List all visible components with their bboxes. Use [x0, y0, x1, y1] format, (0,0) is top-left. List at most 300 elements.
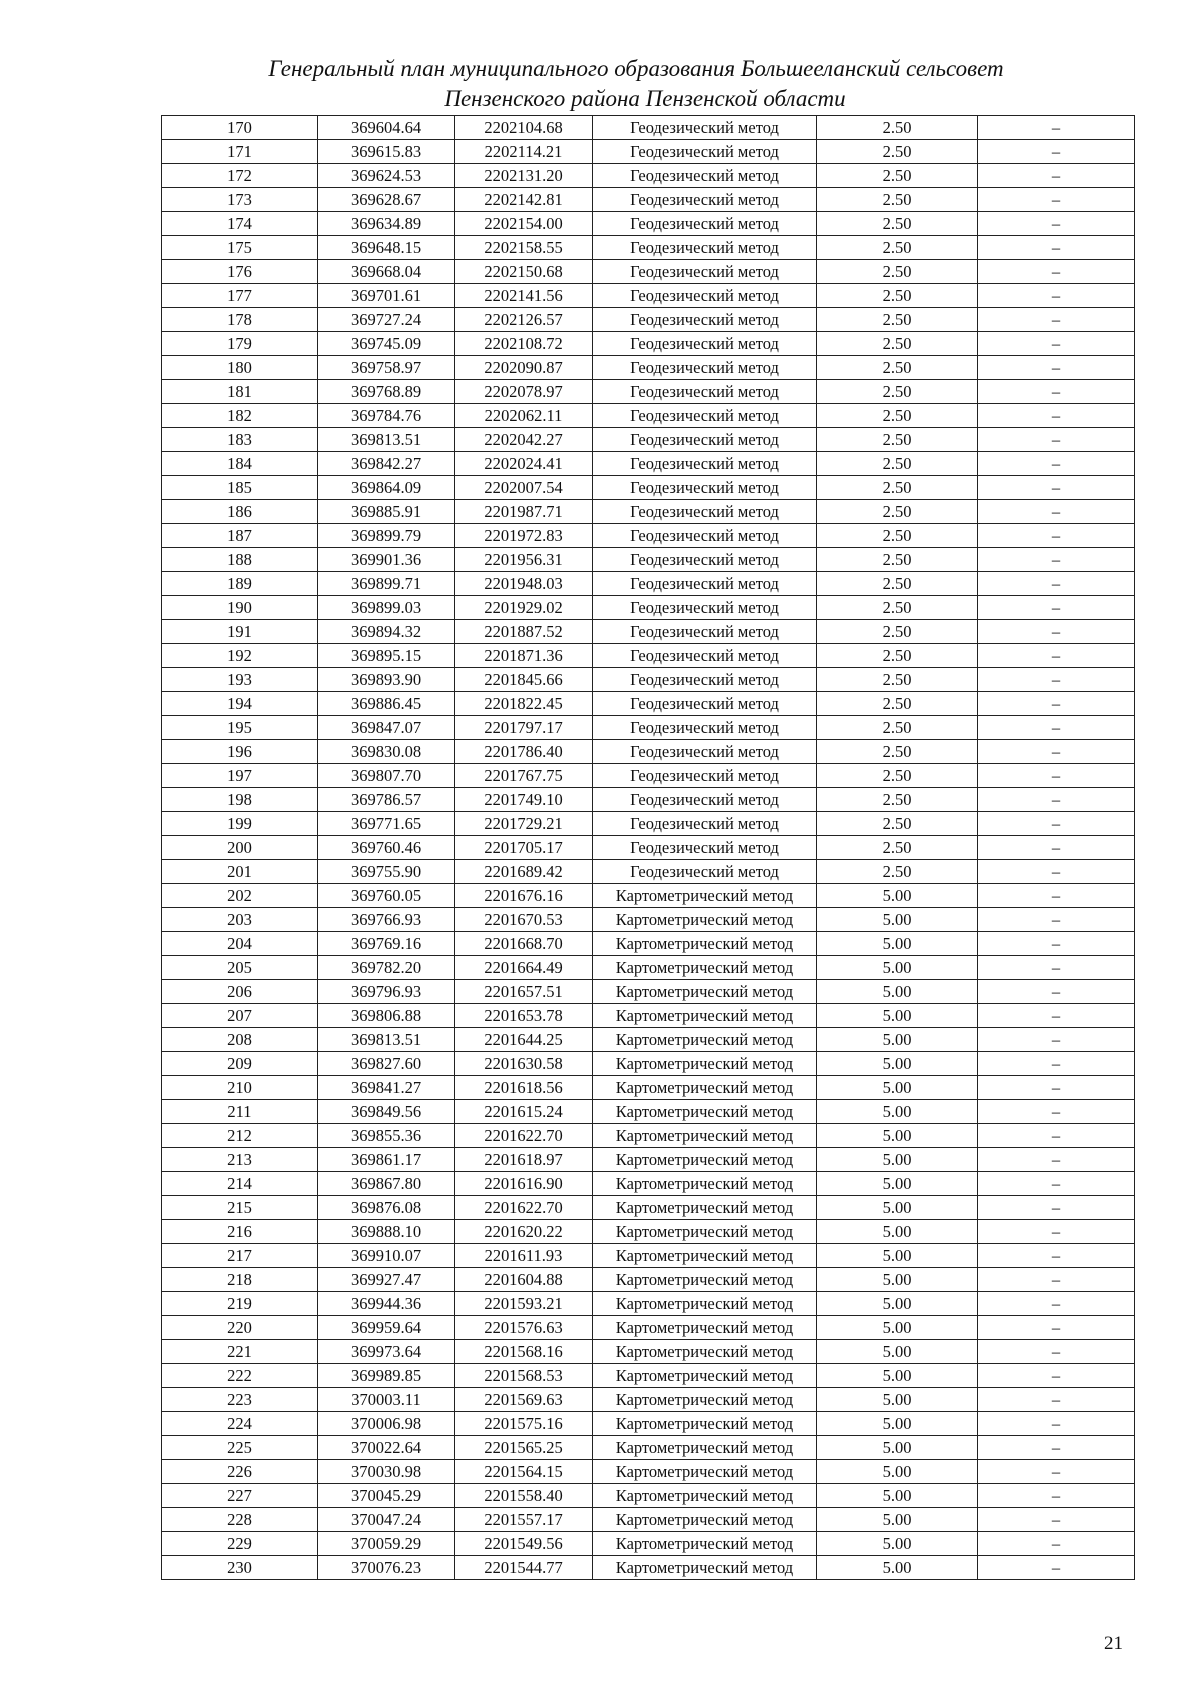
- y-coordinate-cell: 2201657.51: [455, 980, 593, 1004]
- accuracy-cell: 5.00: [817, 1268, 978, 1292]
- point-number-cell: 172: [162, 164, 318, 188]
- description-cell: –: [978, 1052, 1135, 1076]
- point-number-cell: 229: [162, 1532, 318, 1556]
- table-row: [162, 1316, 1135, 1340]
- point-number-cell: 227: [162, 1484, 318, 1508]
- method-cell: Картометрический метод: [593, 1436, 817, 1460]
- description-cell: –: [978, 476, 1135, 500]
- x-coordinate-cell: 369786.57: [318, 788, 455, 812]
- y-coordinate-cell: 2201767.75: [455, 764, 593, 788]
- x-coordinate-cell: 369634.89: [318, 212, 455, 236]
- table-row: [162, 1340, 1135, 1364]
- accuracy-cell: 5.00: [817, 1316, 978, 1340]
- point-number-cell: 193: [162, 668, 318, 692]
- y-coordinate-cell: 2202024.41: [455, 452, 593, 476]
- accuracy-cell: 2.50: [817, 740, 978, 764]
- x-coordinate-cell: 369885.91: [318, 500, 455, 524]
- description-cell: –: [978, 1412, 1135, 1436]
- point-number-cell: 170: [162, 116, 318, 140]
- table-row: [162, 1460, 1135, 1484]
- point-number-cell: 219: [162, 1292, 318, 1316]
- x-coordinate-cell: 370006.98: [318, 1412, 455, 1436]
- x-coordinate-cell: 369782.20: [318, 956, 455, 980]
- accuracy-cell: 5.00: [817, 1028, 978, 1052]
- accuracy-cell: 2.50: [817, 236, 978, 260]
- y-coordinate-cell: 2201972.83: [455, 524, 593, 548]
- y-coordinate-cell: 2201705.17: [455, 836, 593, 860]
- x-coordinate-cell: 369628.67: [318, 188, 455, 212]
- table-row: [162, 1148, 1135, 1172]
- method-cell: Картометрический метод: [593, 1076, 817, 1100]
- x-coordinate-cell: 369901.36: [318, 548, 455, 572]
- point-number-cell: 184: [162, 452, 318, 476]
- method-cell: Картометрический метод: [593, 1484, 817, 1508]
- description-cell: –: [978, 1508, 1135, 1532]
- table-row: [162, 764, 1135, 788]
- x-coordinate-cell: 369944.36: [318, 1292, 455, 1316]
- method-cell: Геодезический метод: [593, 620, 817, 644]
- table-row: [162, 668, 1135, 692]
- point-number-cell: 198: [162, 788, 318, 812]
- method-cell: Геодезический метод: [593, 860, 817, 884]
- x-coordinate-cell: 370076.23: [318, 1556, 455, 1580]
- y-coordinate-cell: 2201557.17: [455, 1508, 593, 1532]
- description-cell: –: [978, 1124, 1135, 1148]
- accuracy-cell: 5.00: [817, 1292, 978, 1316]
- method-cell: Картометрический метод: [593, 1148, 817, 1172]
- description-cell: –: [978, 1148, 1135, 1172]
- description-cell: –: [978, 716, 1135, 740]
- method-cell: Картометрический метод: [593, 1316, 817, 1340]
- description-cell: –: [978, 764, 1135, 788]
- y-coordinate-cell: 2201822.45: [455, 692, 593, 716]
- table-row: [162, 212, 1135, 236]
- point-number-cell: 205: [162, 956, 318, 980]
- accuracy-cell: 2.50: [817, 836, 978, 860]
- point-number-cell: 195: [162, 716, 318, 740]
- point-number-cell: 191: [162, 620, 318, 644]
- table-row: [162, 1484, 1135, 1508]
- accuracy-cell: 2.50: [817, 140, 978, 164]
- point-number-cell: 228: [162, 1508, 318, 1532]
- description-cell: –: [978, 1220, 1135, 1244]
- point-number-cell: 223: [162, 1388, 318, 1412]
- description-cell: –: [978, 692, 1135, 716]
- x-coordinate-cell: 369910.07: [318, 1244, 455, 1268]
- y-coordinate-cell: 2202062.11: [455, 404, 593, 428]
- point-number-cell: 201: [162, 860, 318, 884]
- table-row: [162, 332, 1135, 356]
- table-row: [162, 644, 1135, 668]
- description-cell: –: [978, 1556, 1135, 1580]
- accuracy-cell: 2.50: [817, 692, 978, 716]
- y-coordinate-cell: 2201622.70: [455, 1196, 593, 1220]
- y-coordinate-cell: 2201845.66: [455, 668, 593, 692]
- method-cell: Геодезический метод: [593, 428, 817, 452]
- method-cell: Картометрический метод: [593, 1004, 817, 1028]
- y-coordinate-cell: 2201644.25: [455, 1028, 593, 1052]
- method-cell: Геодезический метод: [593, 644, 817, 668]
- x-coordinate-cell: 369745.09: [318, 332, 455, 356]
- description-cell: –: [978, 1436, 1135, 1460]
- table-row: [162, 812, 1135, 836]
- y-coordinate-cell: 2202141.56: [455, 284, 593, 308]
- method-cell: Геодезический метод: [593, 260, 817, 284]
- table-row: [162, 860, 1135, 884]
- description-cell: –: [978, 428, 1135, 452]
- accuracy-cell: 5.00: [817, 1556, 978, 1580]
- y-coordinate-cell: 2201618.56: [455, 1076, 593, 1100]
- x-coordinate-cell: 369841.27: [318, 1076, 455, 1100]
- description-cell: –: [978, 284, 1135, 308]
- accuracy-cell: 2.50: [817, 116, 978, 140]
- method-cell: Геодезический метод: [593, 332, 817, 356]
- description-cell: –: [978, 1172, 1135, 1196]
- table-row: [162, 260, 1135, 284]
- description-cell: –: [978, 908, 1135, 932]
- description-cell: –: [978, 1028, 1135, 1052]
- description-cell: –: [978, 860, 1135, 884]
- y-coordinate-cell: 2201593.21: [455, 1292, 593, 1316]
- y-coordinate-cell: 2201729.21: [455, 812, 593, 836]
- x-coordinate-cell: 369899.79: [318, 524, 455, 548]
- accuracy-cell: 2.50: [817, 716, 978, 740]
- x-coordinate-cell: 369895.15: [318, 644, 455, 668]
- point-number-cell: 218: [162, 1268, 318, 1292]
- table-row: [162, 932, 1135, 956]
- point-number-cell: 174: [162, 212, 318, 236]
- table-row: [162, 476, 1135, 500]
- point-number-cell: 226: [162, 1460, 318, 1484]
- accuracy-cell: 5.00: [817, 956, 978, 980]
- table-row: [162, 452, 1135, 476]
- accuracy-cell: 5.00: [817, 1172, 978, 1196]
- point-number-cell: 204: [162, 932, 318, 956]
- description-cell: –: [978, 236, 1135, 260]
- y-coordinate-cell: 2201664.49: [455, 956, 593, 980]
- table-row: [162, 1268, 1135, 1292]
- method-cell: Картометрический метод: [593, 1412, 817, 1436]
- accuracy-cell: 2.50: [817, 596, 978, 620]
- x-coordinate-cell: 369842.27: [318, 452, 455, 476]
- description-cell: –: [978, 1292, 1135, 1316]
- method-cell: Геодезический метод: [593, 788, 817, 812]
- table-row: [162, 1532, 1135, 1556]
- description-cell: –: [978, 620, 1135, 644]
- y-coordinate-cell: 2202126.57: [455, 308, 593, 332]
- point-number-cell: 179: [162, 332, 318, 356]
- description-cell: –: [978, 1100, 1135, 1124]
- accuracy-cell: 5.00: [817, 1124, 978, 1148]
- y-coordinate-cell: 2202154.00: [455, 212, 593, 236]
- description-cell: –: [978, 596, 1135, 620]
- table-row: [162, 1292, 1135, 1316]
- x-coordinate-cell: 369927.47: [318, 1268, 455, 1292]
- y-coordinate-cell: 2202042.27: [455, 428, 593, 452]
- table-row: [162, 500, 1135, 524]
- x-coordinate-cell: 369830.08: [318, 740, 455, 764]
- method-cell: Картометрический метод: [593, 932, 817, 956]
- description-cell: –: [978, 188, 1135, 212]
- table-row: [162, 188, 1135, 212]
- x-coordinate-cell: 369973.64: [318, 1340, 455, 1364]
- accuracy-cell: 5.00: [817, 1364, 978, 1388]
- x-coordinate-cell: 370003.11: [318, 1388, 455, 1412]
- page-number: 21: [1104, 1633, 1123, 1654]
- table-row: [162, 1052, 1135, 1076]
- table-row: [162, 1508, 1135, 1532]
- point-number-cell: 182: [162, 404, 318, 428]
- y-coordinate-cell: 2201549.56: [455, 1532, 593, 1556]
- description-cell: –: [978, 452, 1135, 476]
- x-coordinate-cell: 369864.09: [318, 476, 455, 500]
- point-number-cell: 225: [162, 1436, 318, 1460]
- accuracy-cell: 5.00: [817, 1148, 978, 1172]
- y-coordinate-cell: 2201956.31: [455, 548, 593, 572]
- accuracy-cell: 2.50: [817, 500, 978, 524]
- accuracy-cell: 5.00: [817, 1460, 978, 1484]
- accuracy-cell: 2.50: [817, 332, 978, 356]
- accuracy-cell: 2.50: [817, 356, 978, 380]
- y-coordinate-cell: 2201948.03: [455, 572, 593, 596]
- y-coordinate-cell: 2201604.88: [455, 1268, 593, 1292]
- accuracy-cell: 5.00: [817, 1412, 978, 1436]
- point-number-cell: 176: [162, 260, 318, 284]
- x-coordinate-cell: 370022.64: [318, 1436, 455, 1460]
- description-cell: –: [978, 1484, 1135, 1508]
- point-number-cell: 220: [162, 1316, 318, 1340]
- table-row: [162, 356, 1135, 380]
- accuracy-cell: 2.50: [817, 644, 978, 668]
- y-coordinate-cell: 2201797.17: [455, 716, 593, 740]
- point-number-cell: 175: [162, 236, 318, 260]
- y-coordinate-cell: 2201749.10: [455, 788, 593, 812]
- description-cell: –: [978, 308, 1135, 332]
- point-number-cell: 212: [162, 1124, 318, 1148]
- x-coordinate-cell: 369827.60: [318, 1052, 455, 1076]
- table-row: [162, 1244, 1135, 1268]
- description-cell: –: [978, 548, 1135, 572]
- method-cell: Геодезический метод: [593, 236, 817, 260]
- method-cell: Геодезический метод: [593, 764, 817, 788]
- method-cell: Картометрический метод: [593, 1124, 817, 1148]
- method-cell: Картометрический метод: [593, 1220, 817, 1244]
- accuracy-cell: 2.50: [817, 284, 978, 308]
- point-number-cell: 188: [162, 548, 318, 572]
- description-cell: –: [978, 332, 1135, 356]
- point-number-cell: 215: [162, 1196, 318, 1220]
- x-coordinate-cell: 369849.56: [318, 1100, 455, 1124]
- y-coordinate-cell: 2201618.97: [455, 1148, 593, 1172]
- point-number-cell: 211: [162, 1100, 318, 1124]
- accuracy-cell: 5.00: [817, 908, 978, 932]
- x-coordinate-cell: 369784.76: [318, 404, 455, 428]
- x-coordinate-cell: 369701.61: [318, 284, 455, 308]
- x-coordinate-cell: 369807.70: [318, 764, 455, 788]
- point-number-cell: 200: [162, 836, 318, 860]
- point-number-cell: 206: [162, 980, 318, 1004]
- point-number-cell: 209: [162, 1052, 318, 1076]
- y-coordinate-cell: 2201564.15: [455, 1460, 593, 1484]
- accuracy-cell: 2.50: [817, 812, 978, 836]
- y-coordinate-cell: 2201544.77: [455, 1556, 593, 1580]
- accuracy-cell: 5.00: [817, 1244, 978, 1268]
- description-cell: –: [978, 1460, 1135, 1484]
- method-cell: Геодезический метод: [593, 164, 817, 188]
- method-cell: Картометрический метод: [593, 884, 817, 908]
- description-cell: –: [978, 956, 1135, 980]
- y-coordinate-cell: 2201630.58: [455, 1052, 593, 1076]
- point-number-cell: 183: [162, 428, 318, 452]
- description-cell: –: [978, 380, 1135, 404]
- accuracy-cell: 2.50: [817, 404, 978, 428]
- point-number-cell: 210: [162, 1076, 318, 1100]
- method-cell: Картометрический метод: [593, 1388, 817, 1412]
- method-cell: Картометрический метод: [593, 1532, 817, 1556]
- y-coordinate-cell: 2202104.68: [455, 116, 593, 140]
- x-coordinate-cell: 369806.88: [318, 1004, 455, 1028]
- description-cell: –: [978, 1004, 1135, 1028]
- accuracy-cell: 2.50: [817, 164, 978, 188]
- method-cell: Геодезический метод: [593, 476, 817, 500]
- method-cell: Геодезический метод: [593, 380, 817, 404]
- method-cell: Геодезический метод: [593, 596, 817, 620]
- x-coordinate-cell: 369624.53: [318, 164, 455, 188]
- y-coordinate-cell: 2202078.97: [455, 380, 593, 404]
- description-cell: –: [978, 212, 1135, 236]
- page-header: [0, 54, 1200, 114]
- table-row: [162, 1556, 1135, 1580]
- method-cell: Картометрический метод: [593, 1364, 817, 1388]
- x-coordinate-cell: 369796.93: [318, 980, 455, 1004]
- description-cell: –: [978, 1268, 1135, 1292]
- method-cell: Геодезический метод: [593, 692, 817, 716]
- point-number-cell: 177: [162, 284, 318, 308]
- x-coordinate-cell: 369760.46: [318, 836, 455, 860]
- accuracy-cell: 2.50: [817, 788, 978, 812]
- x-coordinate-cell: 370045.29: [318, 1484, 455, 1508]
- accuracy-cell: 5.00: [817, 1532, 978, 1556]
- point-number-cell: 190: [162, 596, 318, 620]
- y-coordinate-cell: 2201568.53: [455, 1364, 593, 1388]
- x-coordinate-cell: 369755.90: [318, 860, 455, 884]
- y-coordinate-cell: 2201786.40: [455, 740, 593, 764]
- y-coordinate-cell: 2201987.71: [455, 500, 593, 524]
- x-coordinate-cell: 369888.10: [318, 1220, 455, 1244]
- table-row: [162, 1172, 1135, 1196]
- y-coordinate-cell: 2202142.81: [455, 188, 593, 212]
- method-cell: Геодезический метод: [593, 452, 817, 476]
- description-cell: –: [978, 1532, 1135, 1556]
- x-coordinate-cell: 369813.51: [318, 1028, 455, 1052]
- y-coordinate-cell: 2201929.02: [455, 596, 593, 620]
- table-row: [162, 692, 1135, 716]
- point-number-cell: 186: [162, 500, 318, 524]
- description-cell: –: [978, 884, 1135, 908]
- method-cell: Картометрический метод: [593, 1244, 817, 1268]
- point-number-cell: 171: [162, 140, 318, 164]
- table-row: [162, 1124, 1135, 1148]
- y-coordinate-cell: 2201887.52: [455, 620, 593, 644]
- accuracy-cell: 2.50: [817, 524, 978, 548]
- y-coordinate-cell: 2202108.72: [455, 332, 593, 356]
- point-number-cell: 230: [162, 1556, 318, 1580]
- description-cell: –: [978, 1388, 1135, 1412]
- coordinates-table: [161, 115, 1135, 1580]
- header-title-line-2: Пензенского района Пензенской области: [444, 86, 846, 111]
- accuracy-cell: 2.50: [817, 452, 978, 476]
- method-cell: Геодезический метод: [593, 404, 817, 428]
- y-coordinate-cell: 2201668.70: [455, 932, 593, 956]
- table-row: [162, 956, 1135, 980]
- point-number-cell: 187: [162, 524, 318, 548]
- x-coordinate-cell: 369760.05: [318, 884, 455, 908]
- method-cell: Картометрический метод: [593, 1508, 817, 1532]
- x-coordinate-cell: 369766.93: [318, 908, 455, 932]
- x-coordinate-cell: 369989.85: [318, 1364, 455, 1388]
- y-coordinate-cell: 2201558.40: [455, 1484, 593, 1508]
- accuracy-cell: 2.50: [817, 860, 978, 884]
- accuracy-cell: 2.50: [817, 668, 978, 692]
- x-coordinate-cell: 369758.97: [318, 356, 455, 380]
- description-cell: –: [978, 1340, 1135, 1364]
- table-row: [162, 716, 1135, 740]
- accuracy-cell: 5.00: [817, 980, 978, 1004]
- method-cell: Картометрический метод: [593, 1196, 817, 1220]
- point-number-cell: 224: [162, 1412, 318, 1436]
- accuracy-cell: 5.00: [817, 1340, 978, 1364]
- method-cell: Геодезический метод: [593, 836, 817, 860]
- x-coordinate-cell: 369769.16: [318, 932, 455, 956]
- y-coordinate-cell: 2201615.24: [455, 1100, 593, 1124]
- description-cell: –: [978, 1244, 1135, 1268]
- description-cell: –: [978, 668, 1135, 692]
- x-coordinate-cell: 369899.71: [318, 572, 455, 596]
- point-number-cell: 185: [162, 476, 318, 500]
- table-row: [162, 1388, 1135, 1412]
- point-number-cell: 197: [162, 764, 318, 788]
- method-cell: Геодезический метод: [593, 116, 817, 140]
- point-number-cell: 221: [162, 1340, 318, 1364]
- accuracy-cell: 5.00: [817, 1508, 978, 1532]
- accuracy-cell: 5.00: [817, 884, 978, 908]
- y-coordinate-cell: 2201622.70: [455, 1124, 593, 1148]
- table-row: [162, 788, 1135, 812]
- y-coordinate-cell: 2201676.16: [455, 884, 593, 908]
- table-row: [162, 116, 1135, 140]
- accuracy-cell: 2.50: [817, 308, 978, 332]
- method-cell: Геодезический метод: [593, 500, 817, 524]
- method-cell: Картометрический метод: [593, 1340, 817, 1364]
- description-cell: –: [978, 500, 1135, 524]
- accuracy-cell: 2.50: [817, 428, 978, 452]
- x-coordinate-cell: 369899.03: [318, 596, 455, 620]
- description-cell: –: [978, 1364, 1135, 1388]
- point-number-cell: 196: [162, 740, 318, 764]
- accuracy-cell: 5.00: [817, 1100, 978, 1124]
- x-coordinate-cell: 369727.24: [318, 308, 455, 332]
- method-cell: Картометрический метод: [593, 956, 817, 980]
- method-cell: Картометрический метод: [593, 1556, 817, 1580]
- x-coordinate-cell: 369959.64: [318, 1316, 455, 1340]
- table-row: [162, 140, 1135, 164]
- table-row: [162, 1220, 1135, 1244]
- method-cell: Геодезический метод: [593, 524, 817, 548]
- accuracy-cell: 5.00: [817, 1076, 978, 1100]
- table-row: [162, 548, 1135, 572]
- x-coordinate-cell: 369876.08: [318, 1196, 455, 1220]
- table-row: [162, 572, 1135, 596]
